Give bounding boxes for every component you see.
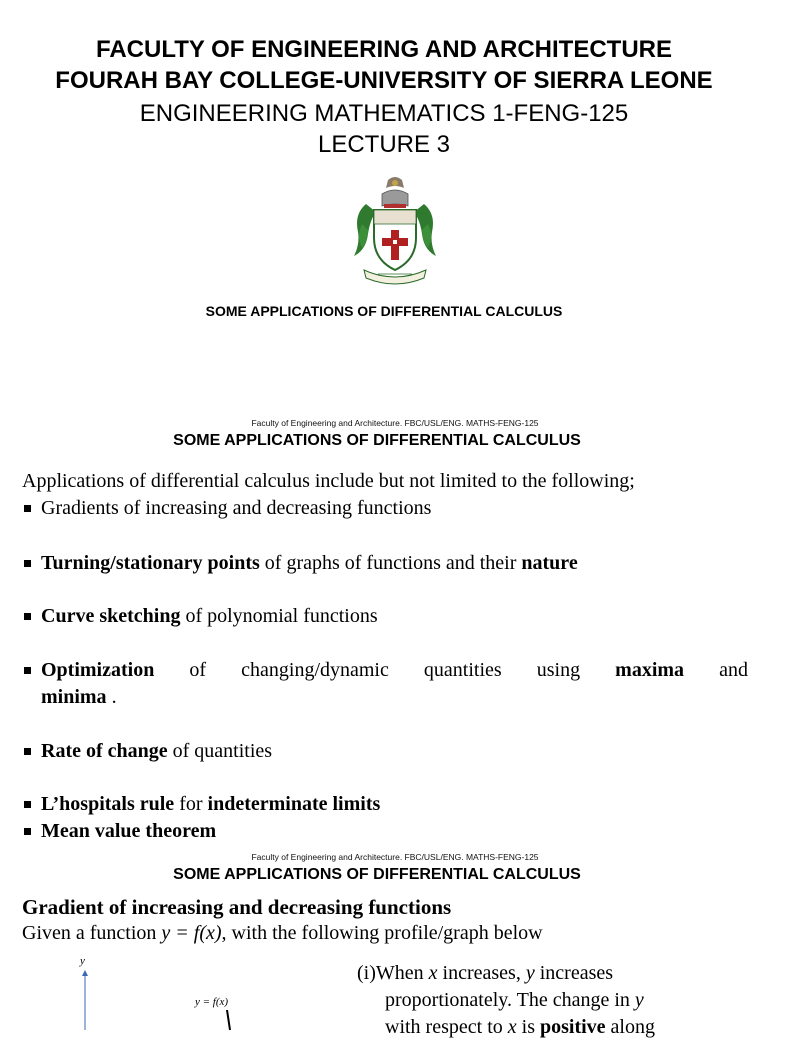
title-lecture: LECTURE 3 [317, 131, 451, 158]
list-item: L’hospitals rule for indeterminate limits [22, 791, 748, 818]
slide2-heading: SOME APPLICATIONS OF DIFFERENTIAL CALCULUS [173, 432, 581, 449]
slide1-subtitle: SOME APPLICATIONS OF DIFFERENTIAL CALCULUS [205, 303, 563, 319]
section-heading: Gradient of increasing and decreasing functions [22, 895, 452, 919]
bullet-marker [24, 560, 31, 567]
function-curve [227, 1010, 230, 1030]
slide3-heading: SOME APPLICATIONS OF DIFFERENTIAL CALCULUS [173, 866, 581, 883]
given-function-text: Given a function y = f(x), with the following profile/graph below [22, 922, 543, 944]
bullet-marker [24, 828, 31, 835]
graph-func-label: y = f(x) [195, 996, 229, 1008]
list-item: Mean value theorem [22, 818, 748, 845]
slide3-footer: Faculty of Engineering and Architecture. FBC/USL/ENG. MATHS-FENG-125 [251, 852, 539, 862]
gradient-slide [0, 850, 768, 1038]
list-item: Gradients of increasing and decreasing functions [22, 495, 748, 522]
function-graph [70, 950, 270, 1030]
bullet-marker [24, 748, 31, 755]
title-faculty: FACULTY OF ENGINEERING AND ARCHITECTURE [95, 36, 672, 63]
list-item: Turning/stationary points of graphs of functions and their nature [22, 550, 748, 577]
slide2-footer: Faculty of Engineering and Architecture. FBC/USL/ENG. MATHS-FENG-125 [251, 418, 539, 428]
college-crest-logo [352, 174, 438, 286]
list-item: Optimization of changing/dynamic quantities using maxima and minima . [22, 657, 748, 711]
title-college: FOURAH BAY COLLEGE-UNIVERSITY OF SIERRA LEONE [55, 67, 713, 94]
bullet-marker [24, 801, 31, 808]
list-item: Curve sketching of polynomial functions [22, 603, 748, 630]
applications-slide [0, 410, 768, 850]
graph-y-label: y [80, 955, 85, 967]
bullet-marker [24, 613, 31, 620]
point-i-text: (i)When x increases, y increases proportionately. The change in y with respect to x is positive along [357, 962, 655, 1038]
title-course: ENGINEERING MATHEMATICS 1-FENG-125 [139, 100, 629, 127]
title-slide [0, 0, 768, 410]
y-axis-arrow [82, 970, 88, 976]
bullet-marker [24, 667, 31, 674]
bullet-marker [24, 505, 31, 512]
applications-intro: Applications of differential calculus include but not limited to the following; [22, 470, 635, 492]
list-item: Rate of change of quantities [22, 738, 748, 765]
